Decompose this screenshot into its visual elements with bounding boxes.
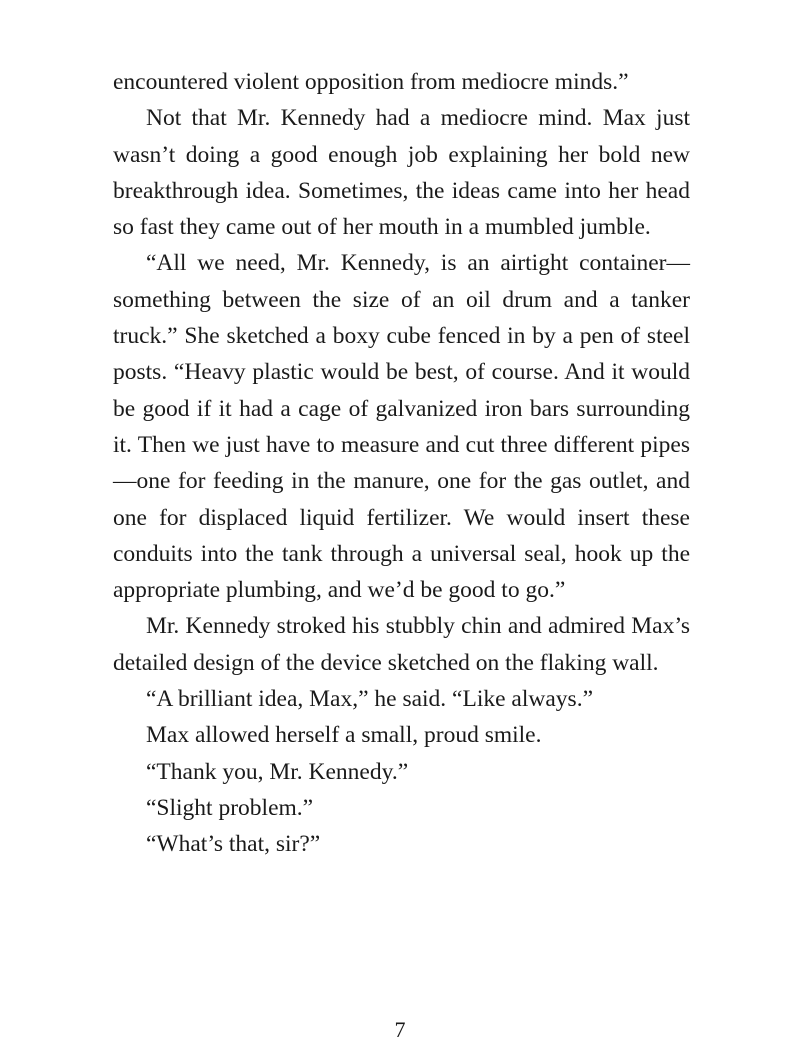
- paragraph: Not that Mr. Kennedy had a mediocre mind. Max just wasn’t doing a good enough job explaining her bold new breakthrough idea. Sometimes, the ideas came into her head so fast they came out of her mouth in a mumbled jumble.: [113, 105, 690, 241]
- body-text: [113, 64, 690, 863]
- paragraph: “Thank you, Mr. Kennedy.”: [146, 758, 409, 785]
- paragraph: “What’s that, sir?”: [146, 831, 321, 858]
- paragraph: Mr. Kennedy stroked his stubbly chin and admired Max’s detailed design of the device sketched on the flaking wall.: [113, 613, 690, 676]
- paragraph: “A brilliant idea, Max,” he said. “Like always.”: [146, 686, 593, 713]
- paragraph: “Slight problem.”: [146, 794, 314, 821]
- paragraph: “All we need, Mr. Kennedy, is an airtight container—something between the size of an oil drum and a tanker truck.” She sketched a boxy cube fenced in by a pen of steel posts. “Heavy plastic would be best, of course. And it would be good if it had a cage of galvanized iron bars surrounding it. Then we just have to measure and cut three different pipes—one for feeding in the manure, one for the gas outlet, and one for displaced liquid fertilizer. We would insert these conduits into the tank through a universal seal, hook up the appropriate plumbing, and we’d be good to go.”: [113, 250, 690, 604]
- paragraph: Max allowed herself a small, proud smile.: [146, 722, 542, 749]
- page-number: 7: [394, 1017, 406, 1042]
- paragraph-continued: encountered violent opposition from mediocre minds.”: [113, 69, 629, 95]
